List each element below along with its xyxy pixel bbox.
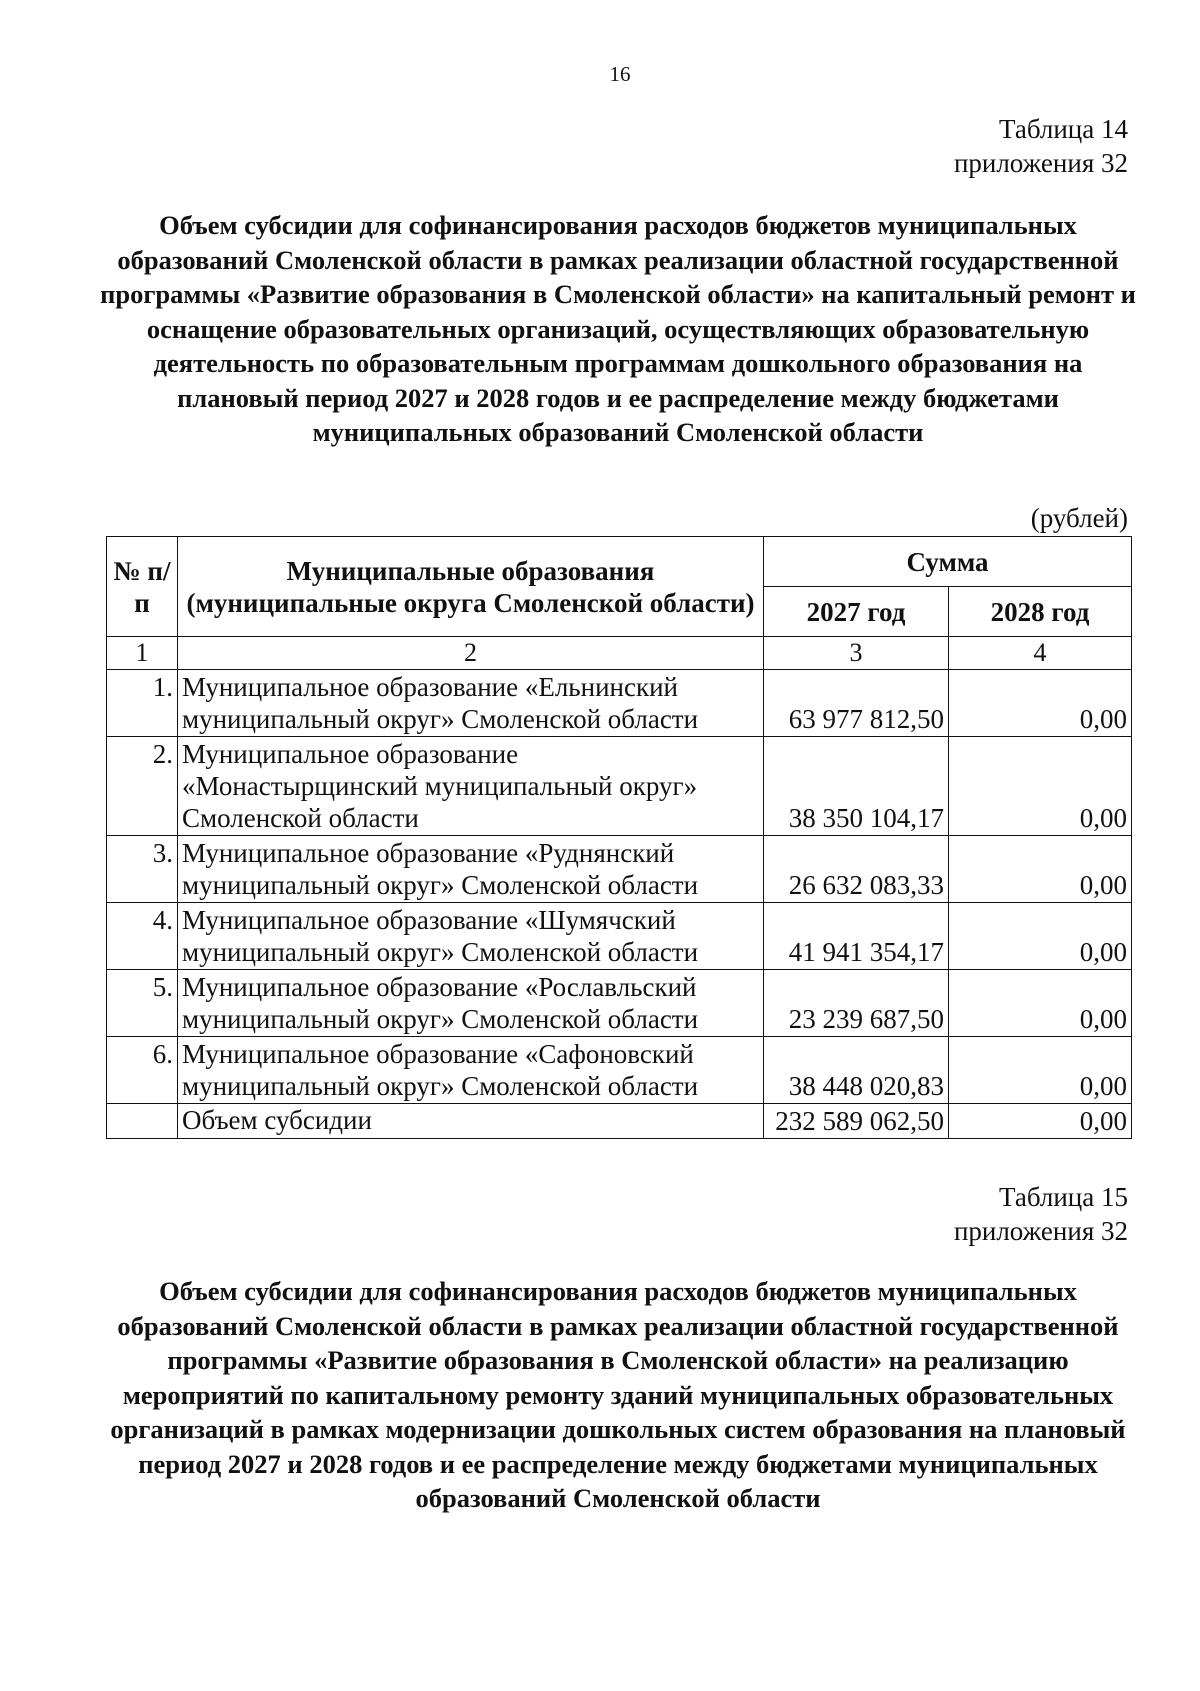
row-number: 4. [107, 903, 178, 970]
table-14-title: Объем субсидии для софинансирования расходов бюджетов муниципальных образований Смоленской области в рамках реализации областной государственной программы «Развитие образования в Смоленской области» на капитальный ремонт и оснащение образовательных организаций, осуществляющих образовательную деятельность по образовательным программам дошкольного образования на плановый период 2027 и 2028 годов и ее распределение между бюджетами муниципальных образований Смоленской области [100, 210, 1136, 447]
municipality-name: Муниципальное образование «Рославльский муниципальный округ» Смоленской области [178, 970, 764, 1037]
units-label: (рублей) [1030, 503, 1128, 533]
subsidy-table [106, 536, 1132, 1139]
page-number: 16 [609, 62, 631, 86]
municipality-name: Муниципальное образование «Ельнинский муниципальный округ» Смоленской области [178, 670, 764, 737]
total-row [107, 1104, 1132, 1139]
header-year-2028: 2028 год [949, 587, 1132, 637]
row-number: 3. [107, 836, 178, 903]
table-14-label: Таблица 14 [999, 114, 1128, 144]
amount-2028: 0,00 [949, 836, 1132, 903]
row-number: 2. [107, 737, 178, 836]
table-14-appendix: приложения 32 [953, 148, 1128, 178]
table-15-appendix: приложения 32 [953, 1216, 1128, 1246]
column-number: 2 [178, 637, 764, 670]
municipality-name: Муниципальное образование «Монастырщинский муниципальный округ» Смоленской области [178, 737, 764, 836]
total-2027: 232 589 062,50 [764, 1104, 949, 1139]
header-sum: Сумма [764, 537, 1132, 587]
municipality-name: Муниципальное образование «Руднянский муниципальный округ» Смоленской области [178, 836, 764, 903]
column-numbers-row [107, 637, 1132, 670]
header-year-2027: 2027 год [764, 587, 949, 637]
row-number: 6. [107, 1037, 178, 1104]
table-row [107, 903, 1132, 970]
total-label: Объем субсидии [178, 1104, 764, 1139]
table-row [107, 970, 1132, 1037]
table-15-label: Таблица 15 [999, 1182, 1128, 1212]
amount-2027: 41 941 354,17 [764, 903, 949, 970]
table-15-reference [954, 1180, 1128, 1248]
total-number-cell [107, 1104, 178, 1139]
municipality-name: Муниципальное образование «Сафоновский муниципальный округ» Смоленской области [178, 1037, 764, 1104]
total-2028: 0,00 [949, 1104, 1132, 1139]
amount-2028: 0,00 [949, 903, 1132, 970]
table-row [107, 1037, 1132, 1104]
amount-2027: 38 350 104,17 [764, 737, 949, 836]
amount-2027: 38 448 020,83 [764, 1037, 949, 1104]
amount-2028: 0,00 [949, 670, 1132, 737]
amount-2027: 26 632 083,33 [764, 836, 949, 903]
column-number: 1 [107, 637, 178, 670]
amount-2028: 0,00 [949, 737, 1132, 836]
header-number: № п/п [107, 537, 178, 637]
table-row [107, 737, 1132, 836]
table-15-title: Объем субсидии для софинансирования расходов бюджетов муниципальных образований Смоленской области в рамках реализации областной государственной программы «Развитие образования в Смоленской области» на реализацию мероприятий по капитальному ремонту зданий муниципальных образовательных организаций в рамках модернизации дошкольных систем образования на плановый период 2027 и 2028 годов и ее распределение между бюджетами муниципальных образований Смоленской области [110, 1276, 1126, 1513]
amount-2028: 0,00 [949, 970, 1132, 1037]
column-number: 4 [949, 637, 1132, 670]
row-number: 1. [107, 670, 178, 737]
header-municipality: Муниципальные образования (муниципальные округа Смоленской области) [178, 537, 764, 637]
table-row [107, 836, 1132, 903]
row-number: 5. [107, 970, 178, 1037]
table-14-reference [954, 112, 1128, 180]
amount-2028: 0,00 [949, 1037, 1132, 1104]
amount-2027: 63 977 812,50 [764, 670, 949, 737]
municipality-name: Муниципальное образование «Шумячский муниципальный округ» Смоленской области [178, 903, 764, 970]
table-row [107, 670, 1132, 737]
column-number: 3 [764, 637, 949, 670]
amount-2027: 23 239 687,50 [764, 970, 949, 1037]
